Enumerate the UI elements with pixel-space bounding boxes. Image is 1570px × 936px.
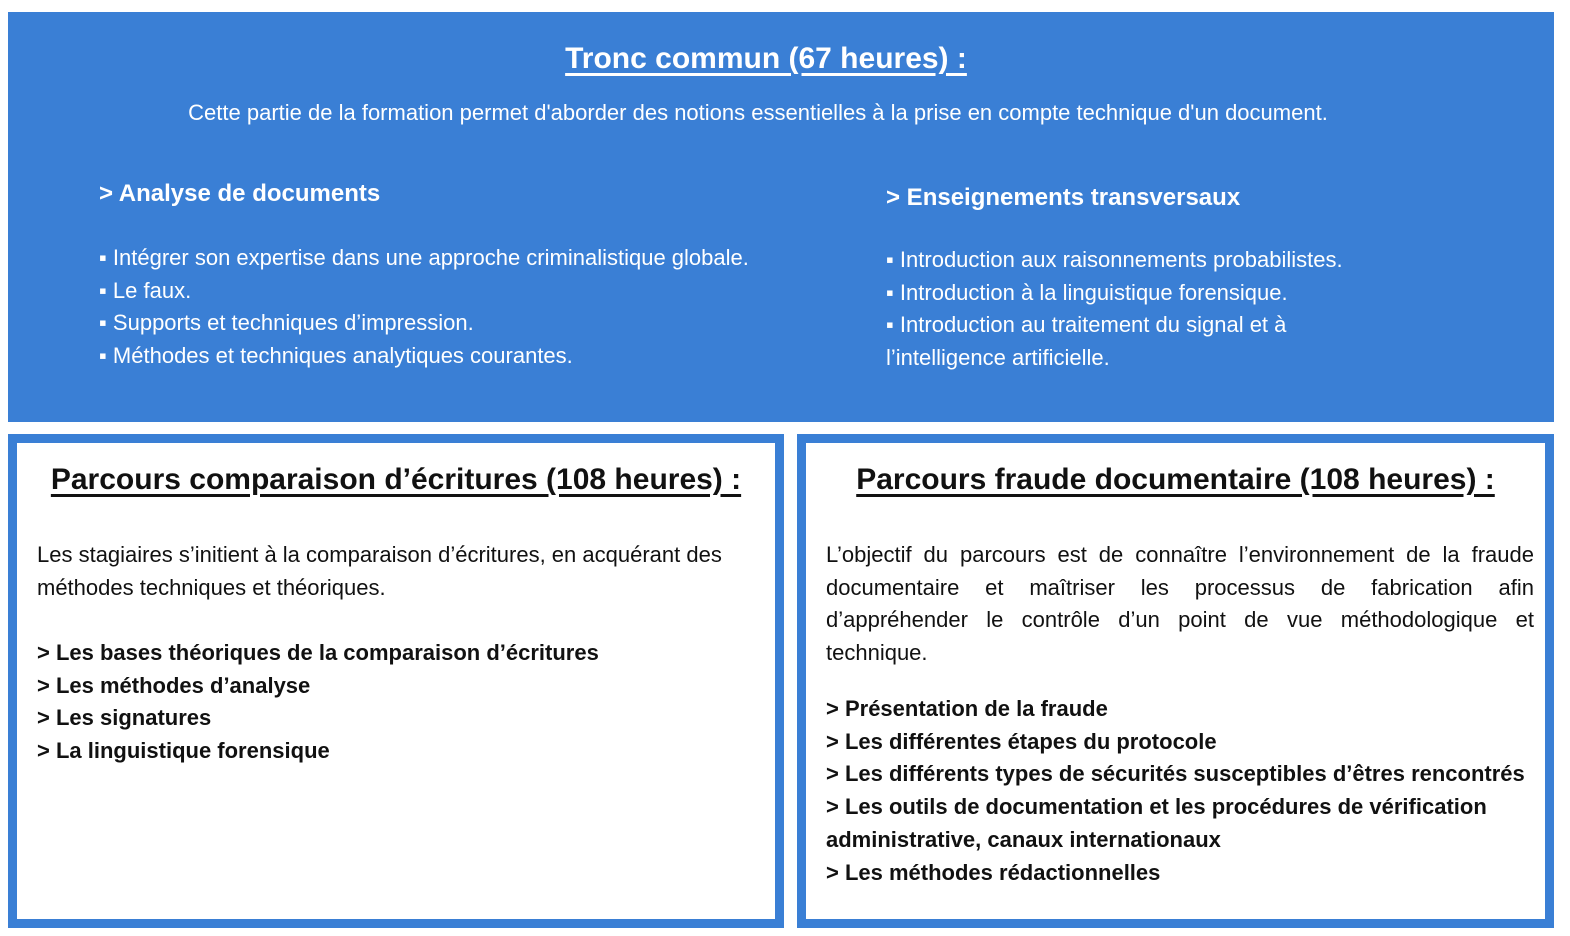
list-item: > Les signatures: [37, 705, 212, 731]
enseignements-transversaux-list: [886, 244, 1446, 378]
list-item: > Les outils de documentation et les procédures de vérification administrative, canaux internationaux: [826, 794, 1487, 852]
parcours-fraude-panel: [797, 434, 1554, 928]
list-item: > Les bases théoriques de la comparaison d’écritures: [37, 640, 599, 665]
list-item: ▪ Introduction aux raisonnements probabilistes.: [886, 244, 1446, 277]
list-item: > Les différentes étapes du protocole: [826, 728, 1217, 754]
analyse-documents-heading: > Analyse de documents: [99, 180, 381, 207]
list-item: > Les méthodes rédactionnelles: [826, 859, 1161, 885]
list-item: > Les différents types de sécurités susceptibles d’êtres rencontrés: [826, 761, 1525, 787]
enseignements-transversaux-column: [886, 182, 1446, 378]
enseignements-transversaux-heading: > Enseignements transversaux: [886, 184, 1241, 211]
tronc-commun-title: Tronc commun (67 heures) :: [565, 42, 967, 75]
list-item: ▪ Supports et techniques d’impression.: [99, 307, 759, 340]
parcours-ecritures-description: Les stagiaires s’initient à la comparaison d’écritures, en acquérant des méthodes techniques et théoriques.: [37, 542, 722, 600]
parcours-fraude-list: [826, 693, 1538, 889]
list-item: ▪ Le faux.: [99, 275, 759, 308]
list-item: ▪ Intégrer son expertise dans une approche criminalistique globale.: [99, 242, 759, 275]
parcours-fraude-description: L’objectif du parcours est de connaître l’environnement de la fraude documentaire et maîtriser les processus de fabrication afin d’appréhender le contrôle d’un point de vue méthodologique et technique.: [826, 542, 1534, 666]
list-item-continuation: l’intelligence artificielle.: [886, 344, 1110, 370]
parcours-fraude-title: Parcours fraude documentaire (108 heures) :: [856, 463, 1495, 496]
list-item: > La linguistique forensique: [37, 738, 330, 764]
list-item: ▪ Introduction au traitement du signal et à: [886, 309, 1446, 342]
analyse-documents-list: [99, 242, 759, 372]
tronc-commun-intro: Cette partie de la formation permet d'aborder des notions essentielles à la prise en compte technique d'un document.: [188, 100, 1328, 125]
list-item: > Présentation de la fraude: [826, 696, 1108, 721]
parcours-ecritures-title: Parcours comparaison d’écritures (108 heures) :: [50, 463, 742, 496]
tronc-commun-panel: [8, 12, 1554, 422]
parcours-ecritures-panel: [8, 434, 784, 928]
analyse-documents-column: [99, 178, 759, 372]
list-item: ▪ Méthodes et techniques analytiques courantes.: [99, 340, 759, 373]
list-item: ▪ Introduction à la linguistique forensique.: [886, 277, 1446, 310]
parcours-ecritures-list: [37, 637, 767, 768]
list-item: > Les méthodes d’analyse: [37, 672, 311, 698]
